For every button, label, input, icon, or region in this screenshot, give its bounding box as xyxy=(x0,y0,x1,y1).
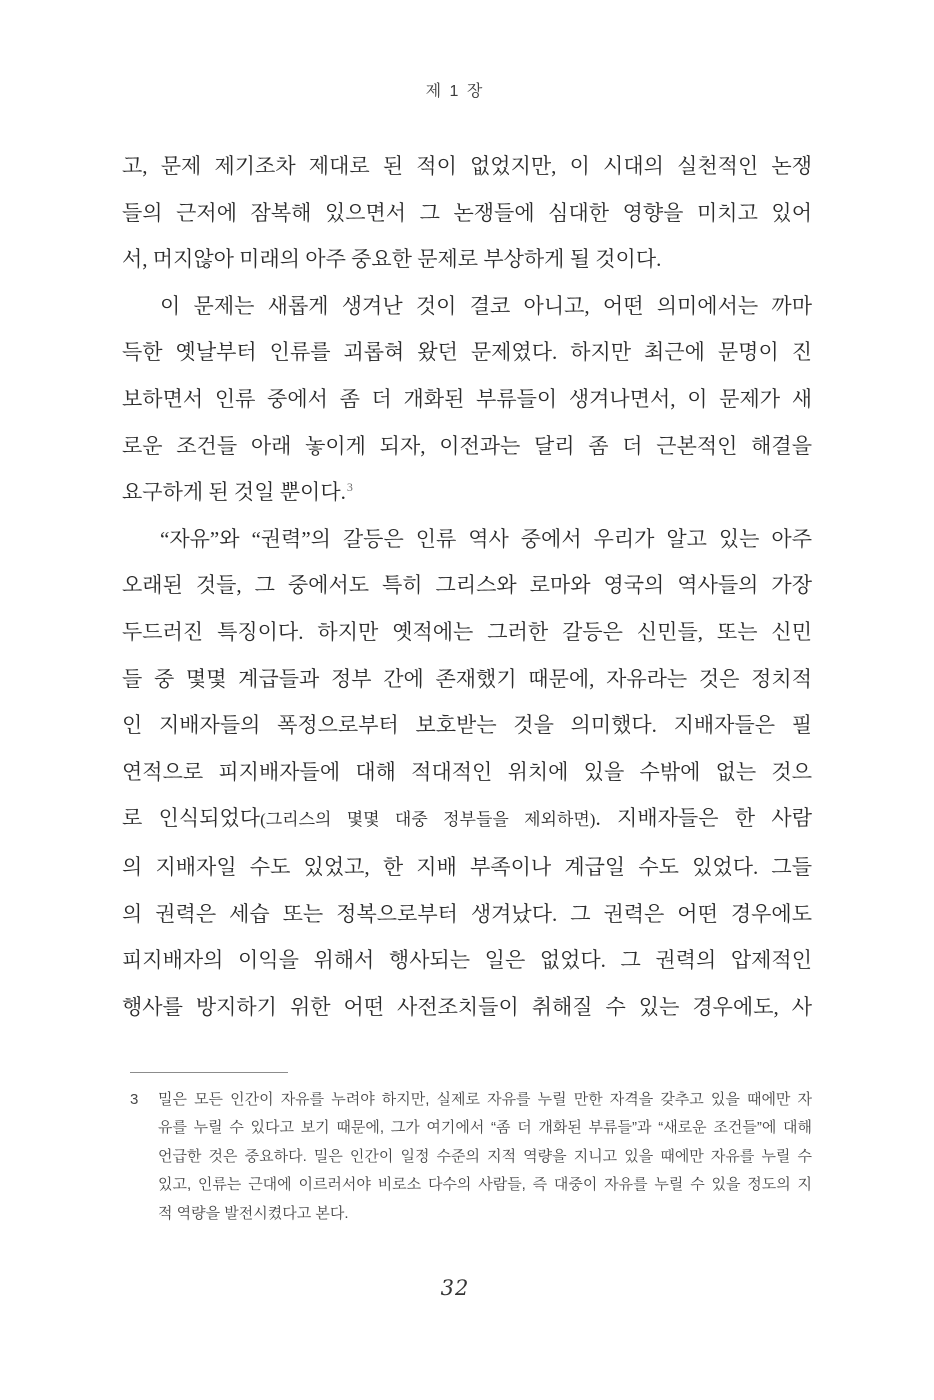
text-line-fragment: 요구하게 된 것일 뿐이다. xyxy=(122,480,346,505)
text-line xyxy=(122,469,812,516)
footnote-line: 있고, 인류는 근대에 이르러서야 비로소 다수의 사람들, 즉 대중이 자유를 누릴 수 있을 정도의 지 xyxy=(158,1176,812,1194)
chapter-header: 제 1 장 xyxy=(425,83,485,100)
text-line: 의 권력은 세습 또는 정복으로부터 생겨났다. 그 권력은 어떤 경우에도 xyxy=(122,901,812,926)
text-line-fragment: . 지배자들은 한 사람 xyxy=(595,806,813,831)
text-line: 득한 옛날부터 인류를 괴롭혀 왔던 문제였다. 하지만 최근에 문명이 진 xyxy=(122,340,812,365)
footnote-marker: 3 xyxy=(130,1091,139,1108)
text-line: 의 지배자일 수도 있었고, 한 지배 부족이나 계급일 수도 있었다. 그들 xyxy=(122,854,812,879)
body-text xyxy=(122,143,812,1030)
text-line: 연적으로 피지배자들에 대해 적대적인 위치에 있을 수밖에 없는 것으 xyxy=(122,759,812,784)
footnote xyxy=(130,1086,812,1228)
footnote-line: 유를 누릴 수 있다고 보기 때문에, 그가 여기에서 “좀 더 개화된 부류들”과 “새로운 조건들”에 대해 xyxy=(158,1119,812,1137)
footnote-line: 언급한 것은 중요하다. 밀은 인간이 일정 수준의 지적 역량을 지니고 있을 때에만 자유를 누릴 수 xyxy=(158,1147,812,1165)
text-line xyxy=(122,795,812,844)
text-line-fragment: 로 인식되었다 xyxy=(122,806,261,831)
footnote-reference: 3 xyxy=(346,480,353,495)
text-line: 들의 근저에 잠복해 있으면서 그 논쟁들에 심대한 영향을 미치고 있어 xyxy=(122,200,812,225)
text-line: 들 중 몇몇 계급들과 정부 간에 존재했기 때문에, 자유라는 것은 정치적 xyxy=(122,666,812,691)
text-line: 두드러진 특징이다. 하지만 옛적에는 그러한 갈등은 신민들, 또는 신민 xyxy=(122,619,812,644)
footnote-line: 밀은 모든 인간이 자유를 누려야 하지만, 실제로 자유를 누릴 만한 자격을 갖추고 있을 때에만 자 xyxy=(158,1091,812,1108)
parenthetical-note: (그리스의 몇몇 대중 정부들을 제외하면) xyxy=(260,810,596,830)
footnote-separator xyxy=(130,1072,288,1073)
text-line: 오래된 것들, 그 중에서도 특히 그리스와 로마와 영국의 역사들의 가장 xyxy=(122,573,812,598)
footnote-text xyxy=(158,1086,812,1228)
page-number: 32 xyxy=(440,1276,470,1300)
text-line: 이 문제는 새롭게 생겨난 것이 결코 아니고, 어떤 의미에서는 까마 xyxy=(160,293,812,318)
text-line: 보하면서 인류 중에서 좀 더 개화된 부류들이 생겨나면서, 이 문제가 새 xyxy=(122,386,812,411)
text-line: 피지배자의 이익을 위해서 행사되는 일은 없었다. 그 권력의 압제적인 xyxy=(122,948,812,973)
text-line: “자유”와 “권력”의 갈등은 인류 역사 중에서 우리가 알고 있는 아주 xyxy=(160,526,812,551)
footnote-line: 적 역량을 발전시켰다고 본다. xyxy=(158,1204,349,1222)
text-line: 서, 머지않아 미래의 아주 중요한 문제로 부상하게 될 것이다. xyxy=(122,247,662,272)
text-line: 로운 조건들 아래 놓이게 되자, 이전과는 달리 좀 더 근본적인 해결을 xyxy=(122,433,812,458)
text-line: 행사를 방지하기 위한 어떤 사전조치들이 취해질 수 있는 경우에도, 사 xyxy=(122,994,812,1019)
text-line: 고, 문제 제기조차 제대로 된 적이 없었지만, 이 시대의 실천적인 논쟁 xyxy=(122,154,812,178)
text-line: 인 지배자들의 폭정으로부터 보호받는 것을 의미했다. 지배자들은 필 xyxy=(122,713,812,738)
